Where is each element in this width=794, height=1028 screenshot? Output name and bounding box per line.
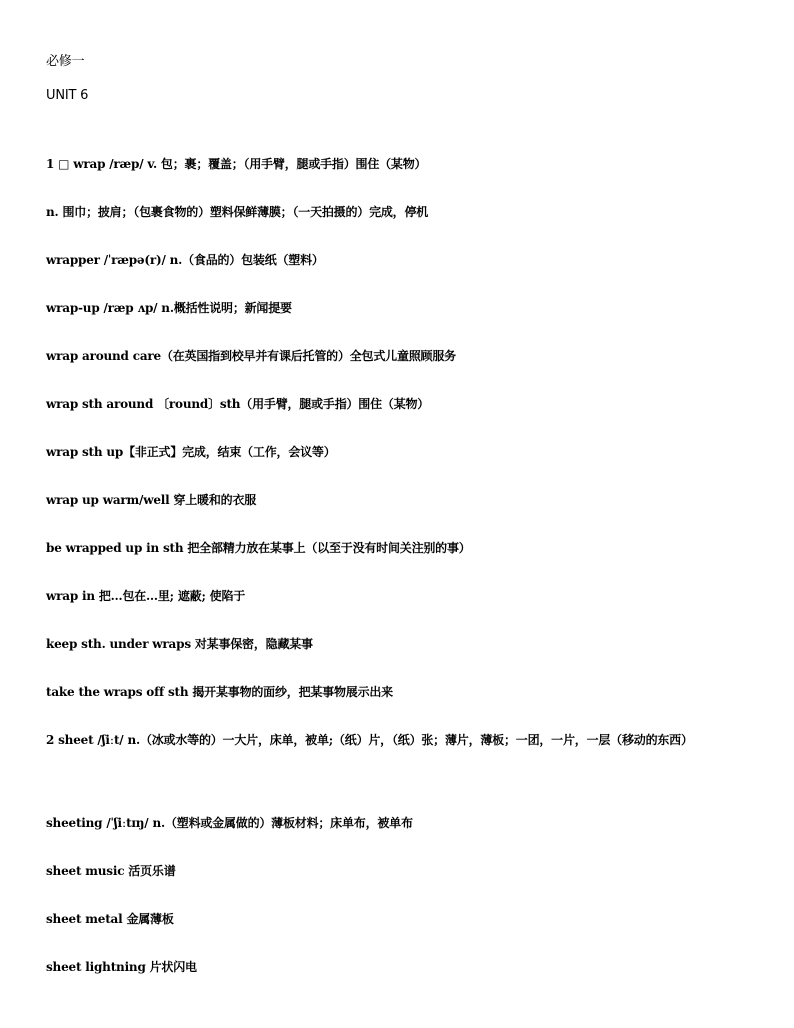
unit-title: UNIT 6 bbox=[46, 88, 89, 103]
entry-line: wrap sth up【非正式】完成，结束（工作，会议等） bbox=[46, 445, 336, 459]
entry-line: wrapper /ˈræpə(r)/ n.（食品的）包装纸（塑料） bbox=[46, 253, 324, 267]
entry-line: wrap in 把…包在…里; 遮蔽; 使陷于 bbox=[46, 589, 246, 603]
entry-line: wrap sth around 〔round〕sth（用手臂，腿或手指）围住（某物） bbox=[46, 397, 430, 411]
entry-line: 1 □ wrap /ræp/ v. 包；裹；覆盖；（用手臂，腿或手指）围住（某物） bbox=[46, 157, 427, 171]
book-title: 必修一 bbox=[46, 54, 85, 69]
entry-line: take the wraps off sth 揭开某事物的面纱，把某事物展示出来 bbox=[46, 685, 393, 699]
entry-line: sheeting /ˈʃiːtɪŋ/ n.（塑料或金属做的）薄板材料；床单布，被单布 bbox=[46, 816, 413, 830]
entry-line: sheet metal 金属薄板 bbox=[46, 912, 174, 926]
entry-line: keep sth. under wraps 对某事保密，隐藏某事 bbox=[46, 637, 313, 651]
entry-line: wrap up warm/well 穿上暖和的衣服 bbox=[46, 493, 257, 507]
entry-line: 2 sheet /ʃiːt/ n.（冰或水等的）一大片，床单，被单;（纸）片，（纸）张；薄片，薄板；一团，一片，一层（移动的东西） bbox=[46, 733, 693, 747]
entry-line: wrap-up /ræp ʌp/ n.概括性说明；新闻提要 bbox=[46, 301, 292, 315]
entry-line: be wrapped up in sth 把全部精力放在某事上（以至于没有时间关注别的事） bbox=[46, 541, 471, 555]
entry-line: wrap around care（在英国指到校早并有课后托管的）全包式儿童照顾服务 bbox=[46, 349, 456, 363]
entry-line: sheet music 活页乐谱 bbox=[46, 864, 176, 878]
entry-line: n. 围巾；披肩；（包裹食物的）塑料保鲜薄膜；（一天拍摄的）完成，停机 bbox=[46, 205, 429, 219]
entry-line: sheet lightning 片状闪电 bbox=[46, 960, 197, 974]
